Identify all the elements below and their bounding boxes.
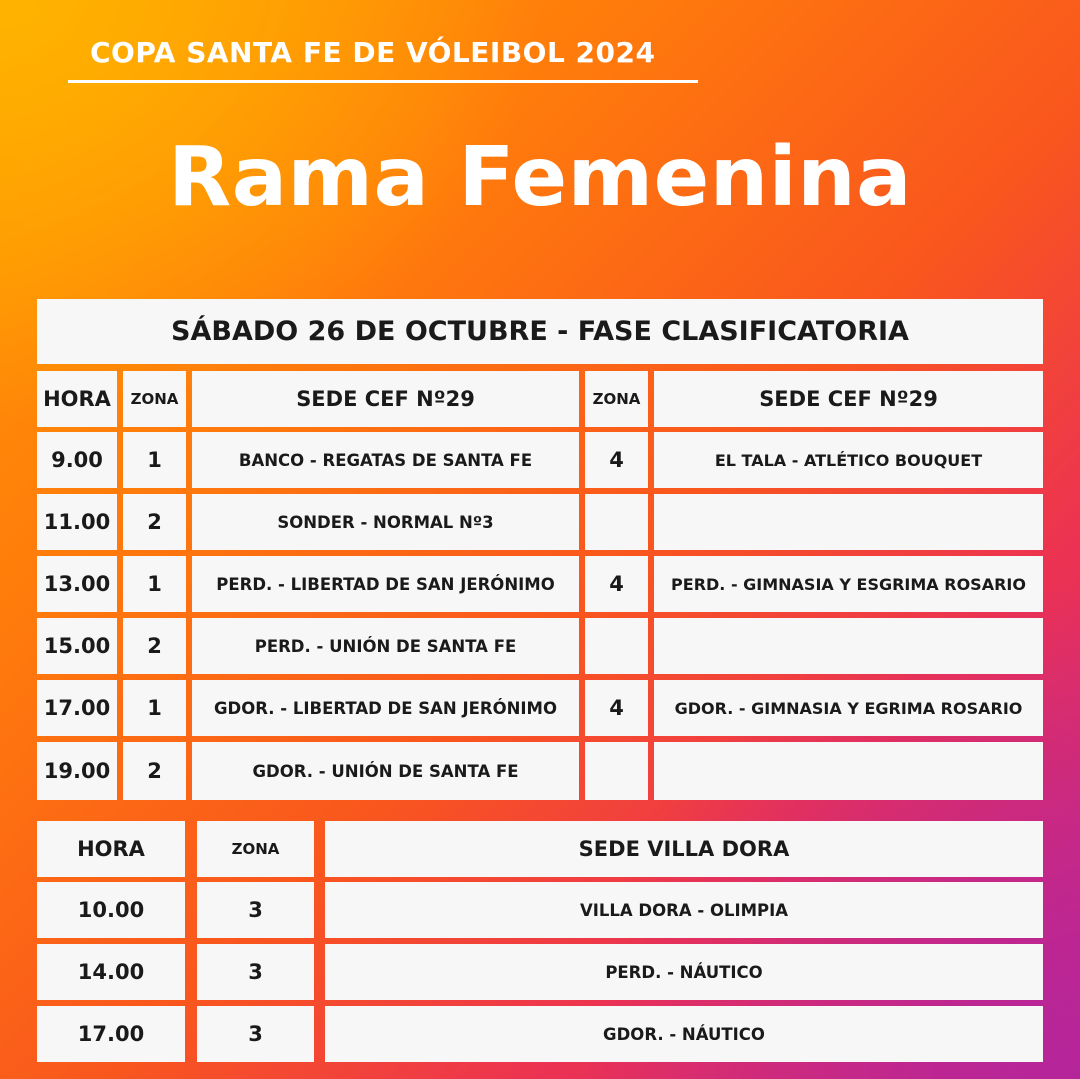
row-hora: 10.00 [37, 882, 185, 938]
header-sede-b: SEDE CEF Nº29 [654, 371, 1043, 427]
header-zona-b: ZONA [585, 371, 648, 427]
row-zona-b: 4 [585, 680, 648, 736]
row-zona-a: 2 [123, 618, 186, 674]
row-match-a: SONDER - NORMAL Nº3 [192, 494, 579, 550]
header-hora: HORA [37, 821, 185, 877]
header-zona: ZONA [197, 821, 314, 877]
row-hora: 11.00 [37, 494, 117, 550]
row-match-a: GDOR. - UNIÓN DE SANTA FE [192, 742, 579, 800]
row-zona-b [585, 618, 648, 674]
row-match-b: GDOR. - GIMNASIA Y EGRIMA ROSARIO [654, 680, 1043, 736]
row-zona-a: 1 [123, 556, 186, 612]
header-zona-a: ZONA [123, 371, 186, 427]
row-hora: 14.00 [37, 944, 185, 1000]
row-hora: 9.00 [37, 432, 117, 488]
row-match: VILLA DORA - OLIMPIA [325, 882, 1043, 938]
row-zona: 3 [197, 944, 314, 1000]
row-zona-b [585, 742, 648, 800]
row-hora: 17.00 [37, 1006, 185, 1062]
title-underline [68, 80, 698, 83]
row-match: GDOR. - NÁUTICO [325, 1006, 1043, 1062]
row-hora: 19.00 [37, 742, 117, 800]
row-match-a: GDOR. - LIBERTAD DE SAN JERÓNIMO [192, 680, 579, 736]
row-match-b [654, 618, 1043, 674]
row-zona: 3 [197, 882, 314, 938]
table-title: SÁBADO 26 DE OCTUBRE - FASE CLASIFICATORIA [37, 299, 1043, 364]
row-match-b: EL TALA - ATLÉTICO BOUQUET [654, 432, 1043, 488]
row-hora: 15.00 [37, 618, 117, 674]
row-zona-a: 1 [123, 432, 186, 488]
row-hora: 17.00 [37, 680, 117, 736]
row-match-b: PERD. - GIMNASIA Y ESGRIMA ROSARIO [654, 556, 1043, 612]
category-title: Rama Femenina [168, 130, 912, 225]
row-zona-a: 2 [123, 494, 186, 550]
header-hora: HORA [37, 371, 117, 427]
row-zona-b [585, 494, 648, 550]
event-title: COPA SANTA FE DE VÓLEIBOL 2024 [90, 36, 656, 69]
header-sede-a: SEDE CEF Nº29 [192, 371, 579, 427]
row-match-b [654, 494, 1043, 550]
row-match-a: PERD. - UNIÓN DE SANTA FE [192, 618, 579, 674]
row-zona-b: 4 [585, 556, 648, 612]
row-match-a: PERD. - LIBERTAD DE SAN JERÓNIMO [192, 556, 579, 612]
row-match: PERD. - NÁUTICO [325, 944, 1043, 1000]
row-zona-b: 4 [585, 432, 648, 488]
row-match-a: BANCO - REGATAS DE SANTA FE [192, 432, 579, 488]
row-match-b [654, 742, 1043, 800]
row-zona-a: 2 [123, 742, 186, 800]
row-zona: 3 [197, 1006, 314, 1062]
header-sede-villa-dora: SEDE VILLA DORA [325, 821, 1043, 877]
row-hora: 13.00 [37, 556, 117, 612]
row-zona-a: 1 [123, 680, 186, 736]
